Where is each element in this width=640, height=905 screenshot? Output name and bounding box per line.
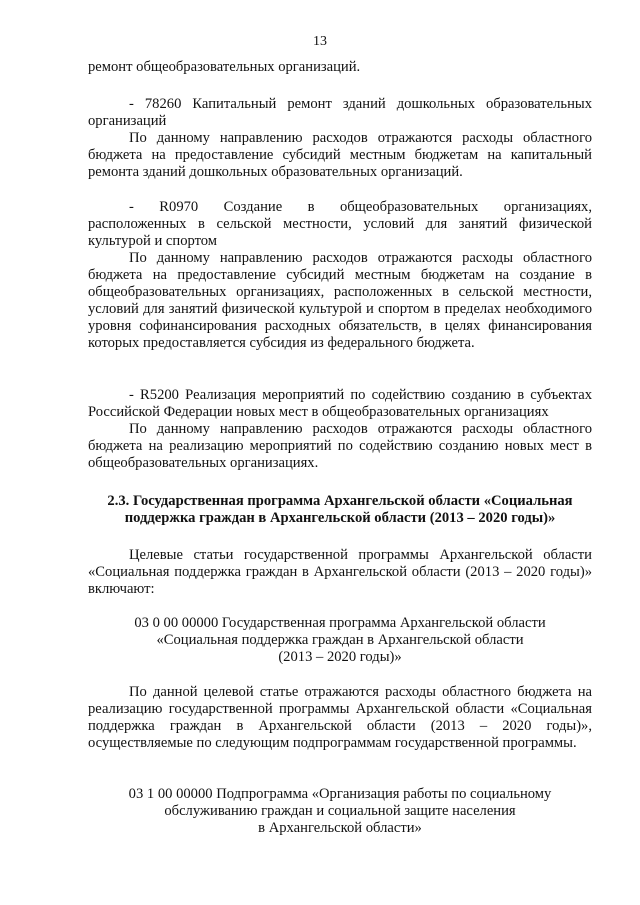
word: в (307, 199, 315, 215)
section-r0970 (88, 199, 592, 352)
program-title (88, 615, 592, 666)
section-78260 (88, 96, 592, 181)
item-heading-line: - R5200 Реализация мероприятий по содействию созданию в субъектах (129, 387, 592, 403)
page-number: 13 (313, 34, 327, 49)
item-description: По данному направлению расходов отражаются расходы областного бюджета на предоставление субсидий местным бюджетам на капитальный ремонта зданий дошкольных образовательных организаций. (88, 130, 592, 180)
word: организациях, (503, 199, 592, 215)
heading-line: 2.3. Государственная программа Архангельской области «Социальная (107, 493, 573, 509)
intro-paragraph (88, 547, 592, 598)
program-title-line: (2013 – 2020 годы)» (278, 649, 402, 665)
item-description: По данному направлению расходов отражаются расходы областного бюджета на реализацию мероприятий по содействию созданию новых мест в общеобразовательных организациях. (88, 421, 592, 471)
subprogram-title-line: в Архангельской области» (258, 820, 422, 836)
item-heading-line: - 78260 Капитальный ремонт зданий дошкольных образовательных (129, 96, 592, 112)
item-heading-line: организаций (88, 113, 167, 129)
item-description: По данному направлению расходов отражаются расходы областного бюджета на предоставление субсидий местным бюджетам на создание в общеобразовательных организациях, расположенных в сельской местности, условий для занятий физической культурой и спортом в пределах необходимого уровня софинансирования расходных обязательств, в целях финансирования которых предоставляется субсидия из федерального бюджета. (88, 250, 592, 351)
item-code: R0970 (159, 199, 199, 215)
program-description (88, 684, 592, 752)
item-heading-line (88, 199, 592, 216)
heading-line: поддержка граждан в Архангельской области (2013 – 2020 годы)» (124, 510, 556, 526)
program-title-line: «Социальная поддержка граждан в Архангельской области (156, 632, 524, 648)
word: Создание (223, 199, 283, 215)
subprogram-title-line: 03 1 00 00000 Подпрограмма «Организация работы по социальному (128, 786, 552, 802)
paragraph-continuation (88, 59, 592, 76)
word: общеобразовательных (339, 199, 479, 215)
text-line: ремонт общеобразовательных организаций. (88, 59, 361, 75)
section-heading (88, 493, 592, 527)
item-heading-line: расположенных в сельской местности, условий для занятий физической (88, 216, 592, 232)
paragraph: По данной целевой статье отражаются расходы областного бюджета на реализацию государственной программы Архангельской области «Социальная поддержка граждан в Архангельской области (2013 – 2020 годы)», осуществляемые по следующим подпрограммам государственной программы. (88, 684, 592, 751)
subprogram-title-line: обслуживанию граждан и социальной защите населения (164, 803, 516, 819)
item-heading-line: культурой и спортом (88, 233, 218, 249)
dash: - (129, 199, 134, 215)
section-r5200 (88, 387, 592, 472)
subprogram-title (88, 786, 592, 837)
paragraph: Целевые статьи государственной программы Архангельской области «Социальная поддержка граждан в Архангельской области (2013 – 2020 годы)» включают: (88, 547, 592, 597)
program-title-line: 03 0 00 00000 Государственная программа Архангельской области (134, 615, 546, 631)
item-heading-line: Российской Федерации новых мест в общеобразовательных организациях (88, 404, 549, 420)
